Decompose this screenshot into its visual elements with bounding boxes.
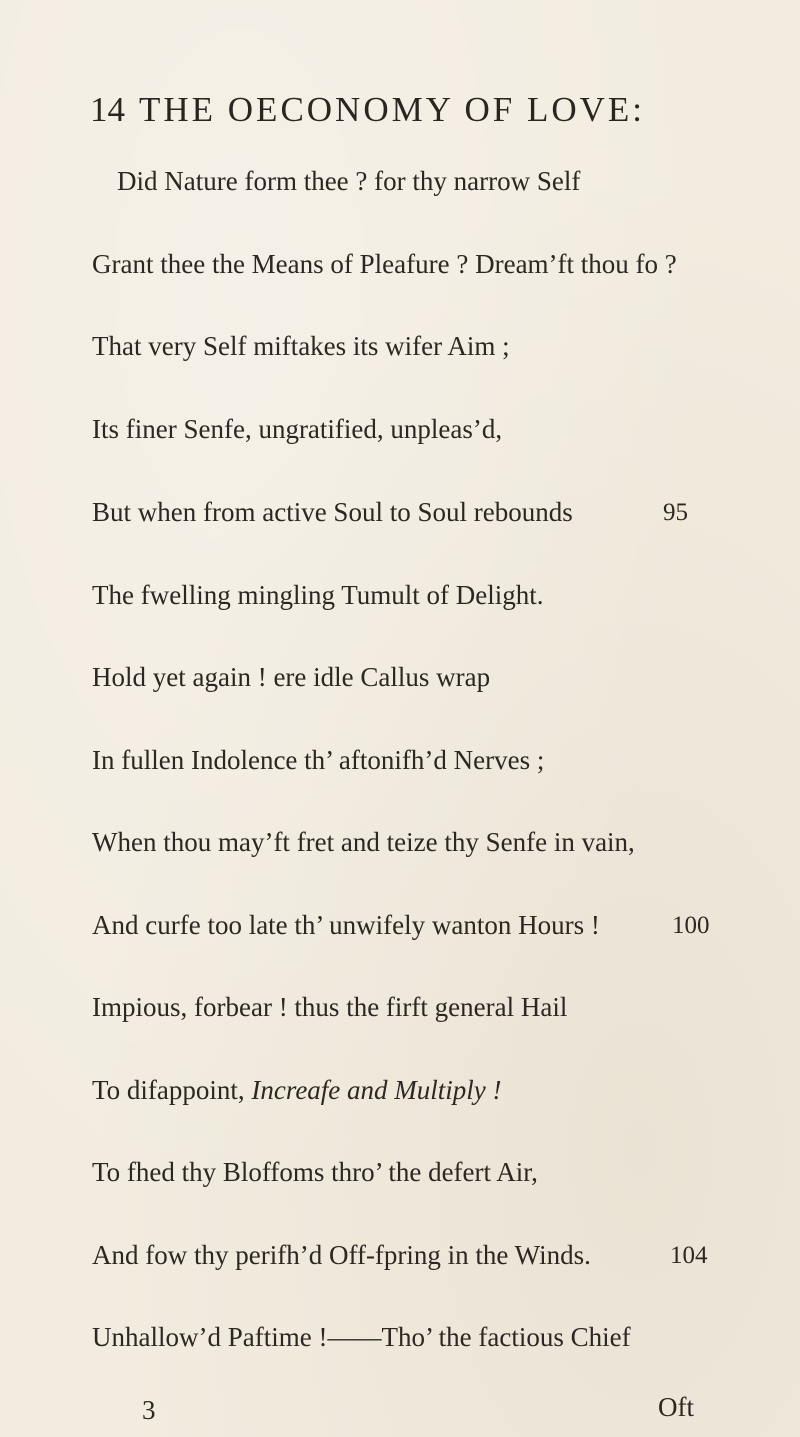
verse-line: Hold yet again ! ere idle Callus wrap: [92, 662, 491, 692]
line-number: 100: [672, 912, 710, 939]
running-head: [90, 90, 645, 130]
verse-line: Impious, forbear ! thus the firft general Hail: [92, 992, 568, 1022]
verse-line: In fullen Indolence th’ aftonifh’d Nerves ;: [92, 745, 545, 775]
verse-italic-text: Increafe and Multiply !: [251, 1075, 502, 1105]
verse-line: [92, 1075, 502, 1106]
line-number: 95: [663, 499, 688, 526]
catchword: Oft: [658, 1392, 694, 1422]
verse-line: That very Self miftakes its wifer Aim ;: [92, 331, 510, 361]
page-header-title: THE OECONOMY OF LOVE:: [139, 90, 645, 129]
page-number: 14: [90, 90, 125, 129]
verse-line: When thou may’ft fret and teize thy Senfe in vain,: [92, 827, 635, 857]
verse-line: Its finer Senfe, ungratified, unpleas’d,: [92, 414, 503, 444]
line-number: 104: [670, 1242, 708, 1269]
verse-line: And curfe too late th’ unwifely wanton Hours !: [92, 910, 600, 940]
verse-line: Grant thee the Means of Pleafure ? Dream’ft thou fo ?: [92, 249, 677, 279]
verse-line: But when from active Soul to Soul rebounds: [92, 497, 573, 527]
signature-mark: 3: [142, 1395, 156, 1425]
verse-line: To fhed thy Bloffoms thro’ the defert Air,: [92, 1157, 538, 1187]
verse-line: Unhallow’d Paftime !——Tho’ the factious Chief: [92, 1322, 631, 1352]
verse-line: The fwelling mingling Tumult of Delight.: [92, 580, 544, 610]
verse-line: Did Nature form thee ? for thy narrow Self: [117, 166, 581, 196]
verse-text: To difappoint,: [92, 1075, 252, 1105]
verse-line: And fow thy perifh’d Off-fpring in the Winds.: [92, 1240, 591, 1270]
